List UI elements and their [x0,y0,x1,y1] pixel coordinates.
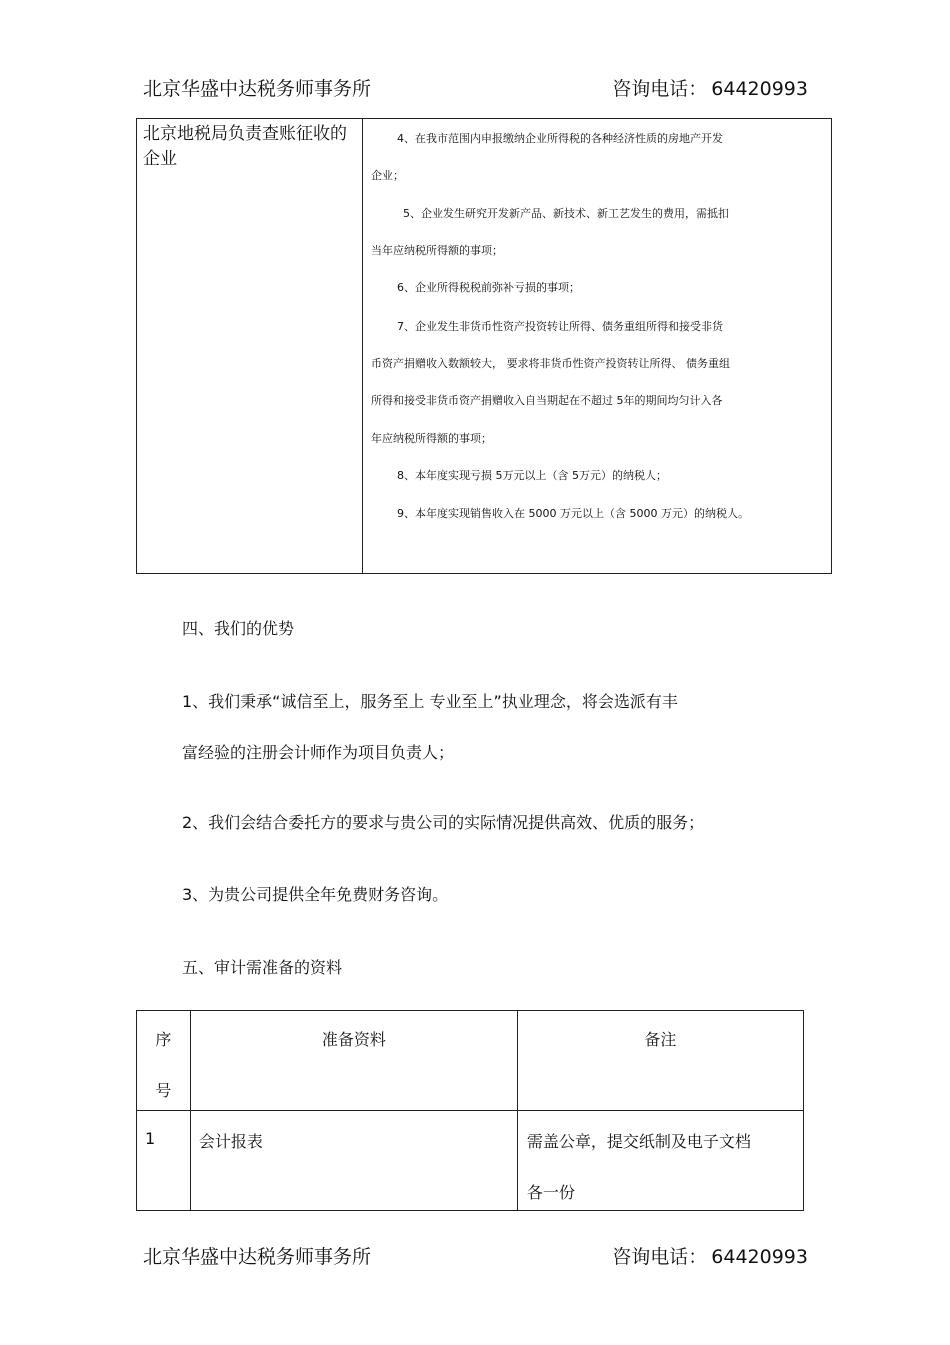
table-row [137,1111,804,1211]
row-note-line1: 需盖公章，提交纸制及电子文档 [526,1132,751,1151]
row-material [190,1111,517,1211]
scope-item: 币资产捐赠收入数额较大， 要求将非货币性资产投资转让所得、 债务重组 [371,357,730,370]
header-seq-line1: 序 [155,1030,172,1049]
header-seq [137,1011,191,1111]
tax-scope-table [136,118,832,574]
advantage-1-line1: 1、我们秉承“诚信至上，服务至上 专业至上”执业理念，将会选派有丰 [182,692,678,711]
scope-item: 企业； [371,169,404,182]
phone-label: 咨询电话： [612,78,708,100]
phone-number: 64420993 [711,78,808,100]
phone-info [608,74,808,101]
table-header-row [137,1011,804,1111]
header-note [517,1011,803,1111]
scope-item: 8、本年度实现亏损 5万元以上（含 5万元）的纳税人； [397,469,667,482]
header-seq-line2: 号 [155,1081,172,1100]
materials-table [136,1010,804,1211]
scope-item: 5、企业发生研究开发新产品、新技术、新工艺发生的费用，需抵扣 [403,207,729,220]
header-material [190,1011,517,1111]
header-material-label: 准备资料 [321,1030,386,1049]
scope-items-cell [363,119,831,573]
scope-item: 4、在我市范围内申报缴纳企业所得税的各种经济性质的房地产开发 [397,132,723,145]
row-material-value: 会计报表 [198,1132,263,1151]
scope-item: 所得和接受非货币资产捐赠收入自当期起在不超过 5年的期间均匀计入各 [371,394,723,407]
advantage-3: 3、为贵公司提供全年免费财务咨询。 [182,885,449,904]
scope-item: 7、企业发生非货币性资产投资转让所得、债务重组所得和接受非货 [397,320,723,333]
firm-name: 北京华盛中达税务师事务所 [143,1246,372,1268]
advantage-1-line2: 富经验的注册会计师作为项目负责人； [182,743,455,762]
scope-item: 当年应纳税所得额的事项； [371,244,503,257]
scope-label-cell: 北京地税局负责查账征收的企业 [137,119,363,573]
row-seq-value: 1 [145,1129,156,1148]
scope-item: 9、本年度实现销售收入在 5000 万元以上（含 5000 万元）的纳税人。 [397,507,749,520]
page-header [143,74,808,101]
section5-heading: 五、审计需准备的资料 [182,958,343,977]
page-footer [143,1242,808,1269]
row-note [517,1111,803,1211]
phone-info [608,1242,808,1269]
scope-item: 年应纳税所得额的事项； [371,432,492,445]
advantage-2: 2、我们会结合委托方的要求与贵公司的实际情况提供高效、优质的服务； [182,813,705,832]
phone-number: 64420993 [711,1246,808,1268]
row-note-line2: 各一份 [526,1183,575,1202]
header-note-label: 备注 [644,1030,677,1049]
scope-item: 6、企业所得税税前弥补亏损的事项； [397,281,580,294]
section4-heading: 四、我们的优势 [182,619,295,638]
phone-label: 咨询电话： [612,1246,708,1268]
row-seq [137,1111,191,1211]
firm-name: 北京华盛中达税务师事务所 [143,78,372,100]
